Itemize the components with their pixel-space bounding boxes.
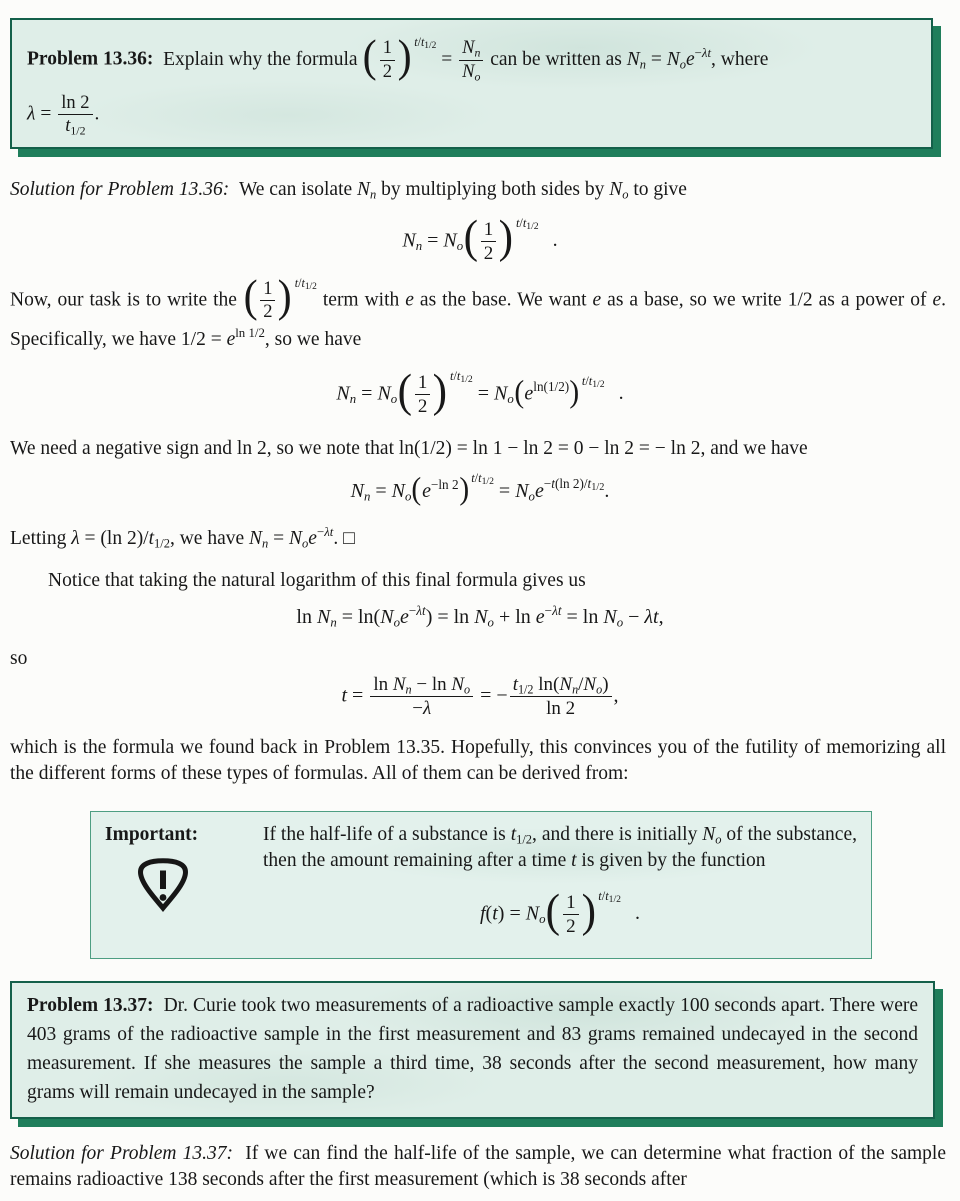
paragraph-write-with-e-base: Now, our task is to write the ( $\frac{1}{2}$ ) $^{t/t_{1/2}}$ term with e as the base. We want e as a base, so we write 1/2 as a power of e. Specifically, we have $1/2 = e^{ln 1/2}$, so we have — [10, 270, 946, 351]
equation-ln-nn: $\ln N_n = \ln(N_oe^{-\lambda t}) = \ln N_o + \ln e^{-\lambda t} = \ln N_o - \lambda t$, — [296, 602, 664, 630]
important-content — [263, 822, 857, 946]
solution-13-36-intro — [10, 177, 946, 203]
problem-13-37-text: Dr. Curie took two measurements of a radioactive sample exactly 100 seconds apart. There were 403 grams of the radioactive sample in the first measurement and 83 grams remained undecayed in the second measurement. If she measures the sample a third time, 38 seconds after the second measurement, how many grams will remain undecayed in the sample? — [27, 995, 919, 1104]
solution-13-37-heading: Solution for Problem 13.37: — [10, 1143, 233, 1165]
paragraph-letting-lambda: Letting λ = (ln $2)/t_{1/2}$, we have $N_n = N_oe^{-\lambda t}$. □ — [10, 524, 355, 551]
equation-e-minus-ln2: $N_n = N_o(e^{-ln 2}) ^{t/t_{1/2}} = N_oe^{-t(ln 2)/t_{1/2}}$. — [350, 470, 610, 507]
solution-13-36-intro-text: We can isolate $N_n$ by multiplying both sides by $N_o$ to give — [238, 179, 687, 202]
problem-13-36-label: Problem 13.36: — [27, 48, 154, 70]
problem-13-37-statement — [27, 991, 918, 1107]
paragraph-notice-logarithm: Notice that taking the natural logarithm of this final formula gives us — [48, 569, 586, 591]
equation-nn-half-power: $N_n = N_o$( $\frac{1}{2}$ ) $^{t/t_{1/2}}$. — [402, 211, 558, 265]
important-label-column — [105, 822, 263, 946]
paragraph-negative-sign: We need a negative sign and ln 2, so we note that ln(1/2) = ln 1 − ln 2 = 0 − ln 2 = − ln 2, and we have — [10, 437, 808, 459]
solution-13-37-text: If we can find the half-life of the sample, we can determine what fraction of the sample remains radioactive 138 seconds after the first measurement (which is 38 seconds after — [10, 1143, 947, 1191]
problem-13-36-lambda-definition: λ = $\frac{\ln 2}{t_{1/2}}$ . — [27, 91, 100, 138]
solution-13-37-intro — [10, 1141, 946, 1193]
solution-13-36-heading: Solution for Problem 13.36: — [10, 179, 230, 200]
paragraph-formula-futility: which is the formula we found back in Problem 13.35. Hopefully, this convinces you of the futility of memorizing all the different forms of these types of formulas. All of them can be derived from: — [10, 737, 946, 785]
problem-13-37-label: Problem 13.37: — [27, 995, 154, 1017]
equation-t-solved: t = $\frac{\ln N_n - \ln N_o}{-\lambda}$ = − $\frac{t_{1/2} \ln(N_n/N_o)}{\ln 2}$ , — [341, 673, 619, 719]
important-formula: $f(t) = N_o$( $\frac{1}{2}$ ) $^{t/t_{1/2}}$. — [479, 884, 640, 938]
problem-13-36-statement — [27, 28, 916, 83]
problem-13-36-text: Explain why the formula ( $\frac{1}{2}$ ) $^{t/t_{1/2}}$ = $\frac{N_n}{N_o}$ can be written as $N_n = N_oe^{-\lambda t}$, where — [163, 29, 769, 84]
important-callout-box — [90, 811, 872, 959]
important-label: Important: — [105, 824, 199, 846]
problem-13-36-box — [10, 18, 933, 149]
exclamation-warning-icon — [135, 856, 191, 912]
problem-13-37-box — [10, 981, 935, 1119]
paragraph-so: so — [10, 647, 28, 669]
equation-e-ln-half: $N_n = N_o$( $\frac{1}{2}$ ) $^{t/t_{1/2}} = N_o(e^{ln(1/2)})$ $^{t/t_{1/2}}$ . — [336, 364, 624, 418]
important-text: If the half-life of a substance is $t_{1/2}$, and there is initially $N_o$ of the substance, then the amount remaining after a time t is given by the function — [263, 824, 857, 872]
